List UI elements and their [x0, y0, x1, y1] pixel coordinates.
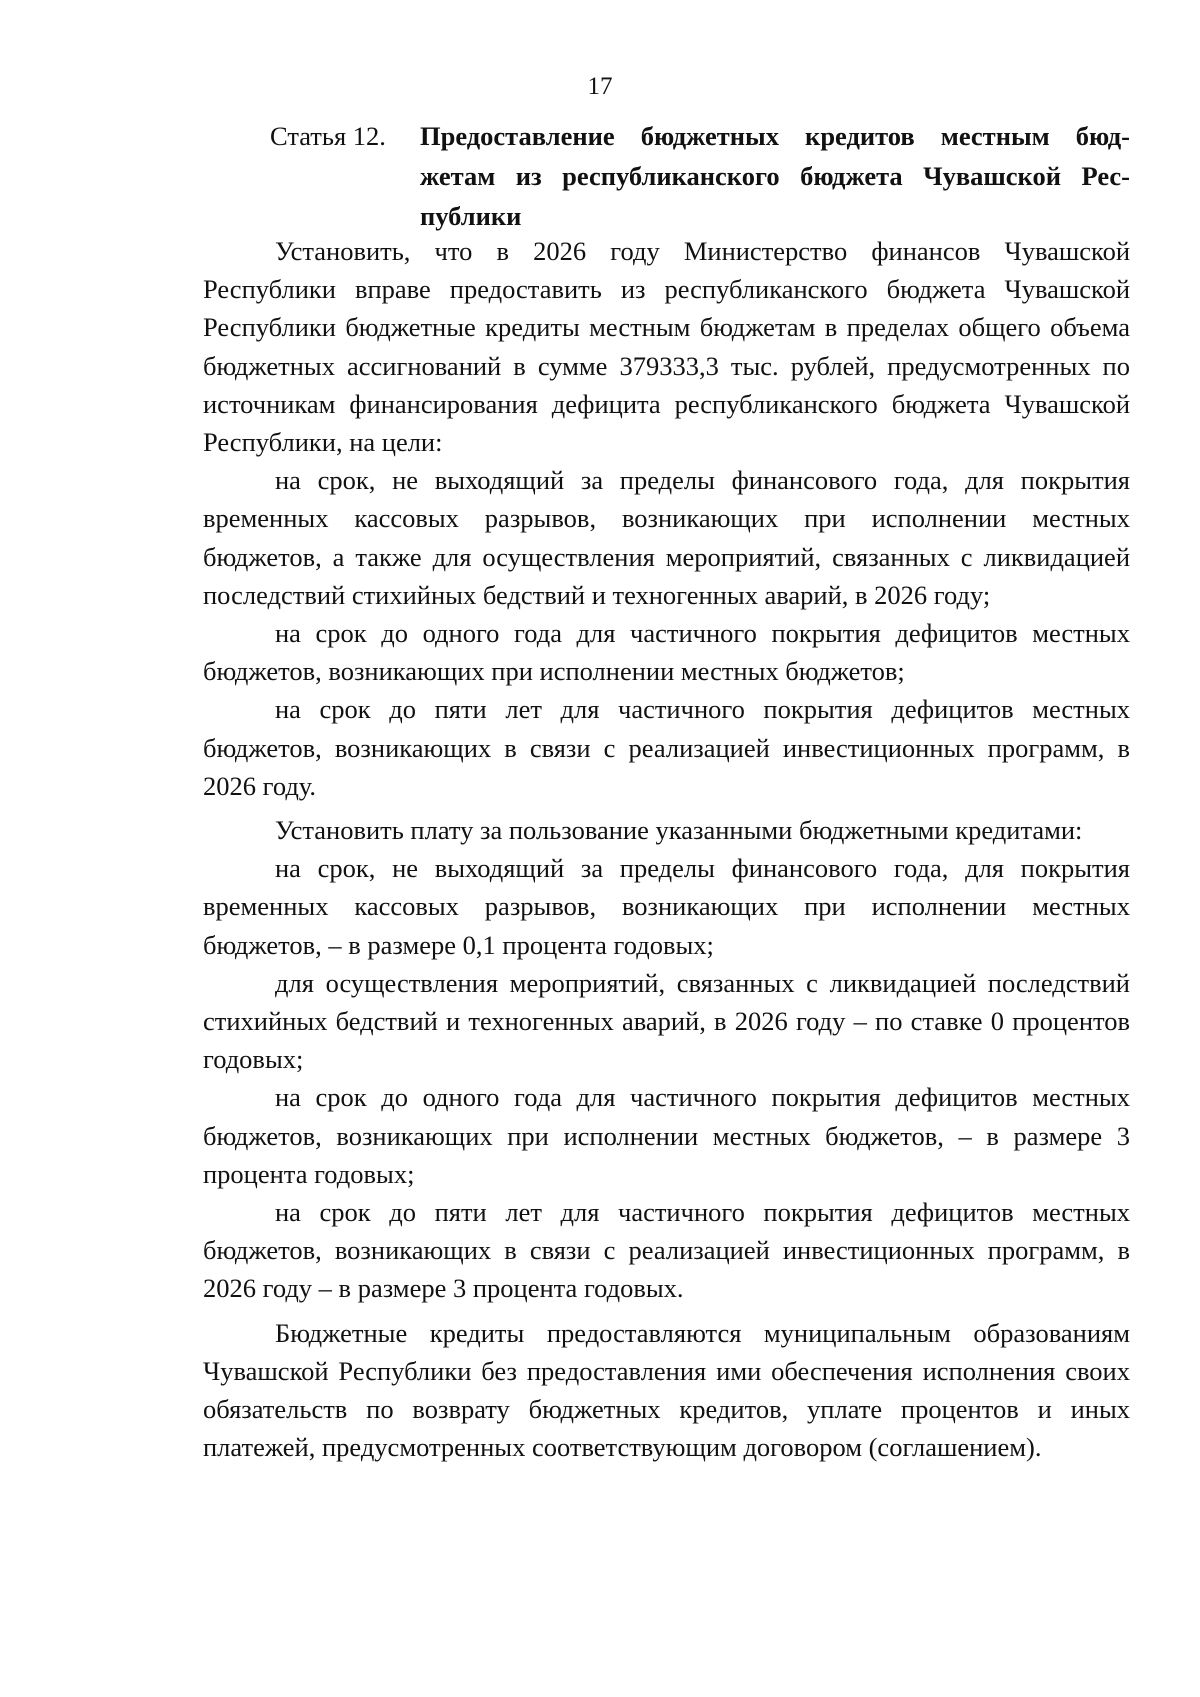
article-title: [420, 116, 1130, 236]
article-heading: [270, 116, 1130, 236]
paragraph: на срок до пяти лет для частичного покрытия дефицитов местных бюджетов, возникающих в связи с реализацией инвестиционных программ, в 2026 году – в размере 3 процента годовых.: [203, 1197, 1130, 1304]
page-number: 17: [587, 73, 613, 100]
paragraph: на срок до одного года для частичного покрытия дефицитов местных бюджетов, возникающих при исполнении местных бюджетов, – в размере 3 процента годовых;: [203, 1082, 1130, 1189]
paragraph: для осуществления мероприятий, связанных с ликвидацией последствий стихийных бедствий и техногенных аварий, в 2026 году – по ставке 0 процентов годовых;: [203, 967, 1130, 1075]
article-label: Статья 12.: [270, 121, 386, 151]
paragraph: Установить плату за пользование указанными бюджетными кредитами:: [275, 815, 1083, 846]
article-title-line: жетам из республиканского бюджета Чувашской Рес-: [420, 161, 1130, 191]
paragraph: на срок до пяти лет для частичного покрытия дефицитов местных бюджетов, возникающих в связи с реализацией инвестиционных программ, в 2026 году.: [203, 694, 1130, 801]
article-title-line: Предоставление бюджетных кредитов местным бюд-: [420, 121, 1130, 151]
paragraph: Установить, что в 2026 году Министерство финансов Чувашской Республики вправе предоставить из республиканского бюджета Чувашской Республики бюджетные кредиты местным бюджетам в пределах общего объема бюджетных ассигнований в сумме 379333,3 тыс. рублей, предусмотренных по источникам финансирования дефицита республиканского бюджета Чувашской Республики, на цели:: [203, 236, 1130, 458]
article-body: [203, 232, 1130, 1467]
paragraph: на срок, не выходящий за пределы финансового года, для покрытия временных кассовых разрывов, возникающих при исполнении местных бюджетов, – в размере 0,1 процента годовых;: [203, 853, 1130, 960]
paragraph: Бюджетные кредиты предоставляются муниципальным образованиям Чувашской Республики без предоставления ими обеспечения исполнения своих обязательств по возврату бюджетных кредитов, уплате процентов и иных платежей, предусмотренных соответствующим договором (соглашением).: [203, 1317, 1130, 1463]
article-title-line: публики: [420, 201, 522, 231]
paragraph: на срок до одного года для частичного покрытия дефицитов местных бюджетов, возникающих при исполнении местных бюджетов;: [203, 618, 1130, 687]
paragraph: на срок, не выходящий за пределы финансового года, для покрытия временных кассовых разрывов, возникающих при исполнении местных бюджетов, а также для осуществления мероприятий, связанных с ликвидацией последствий стихийных бедствий и техногенных аварий, в 2026 году;: [203, 465, 1130, 610]
